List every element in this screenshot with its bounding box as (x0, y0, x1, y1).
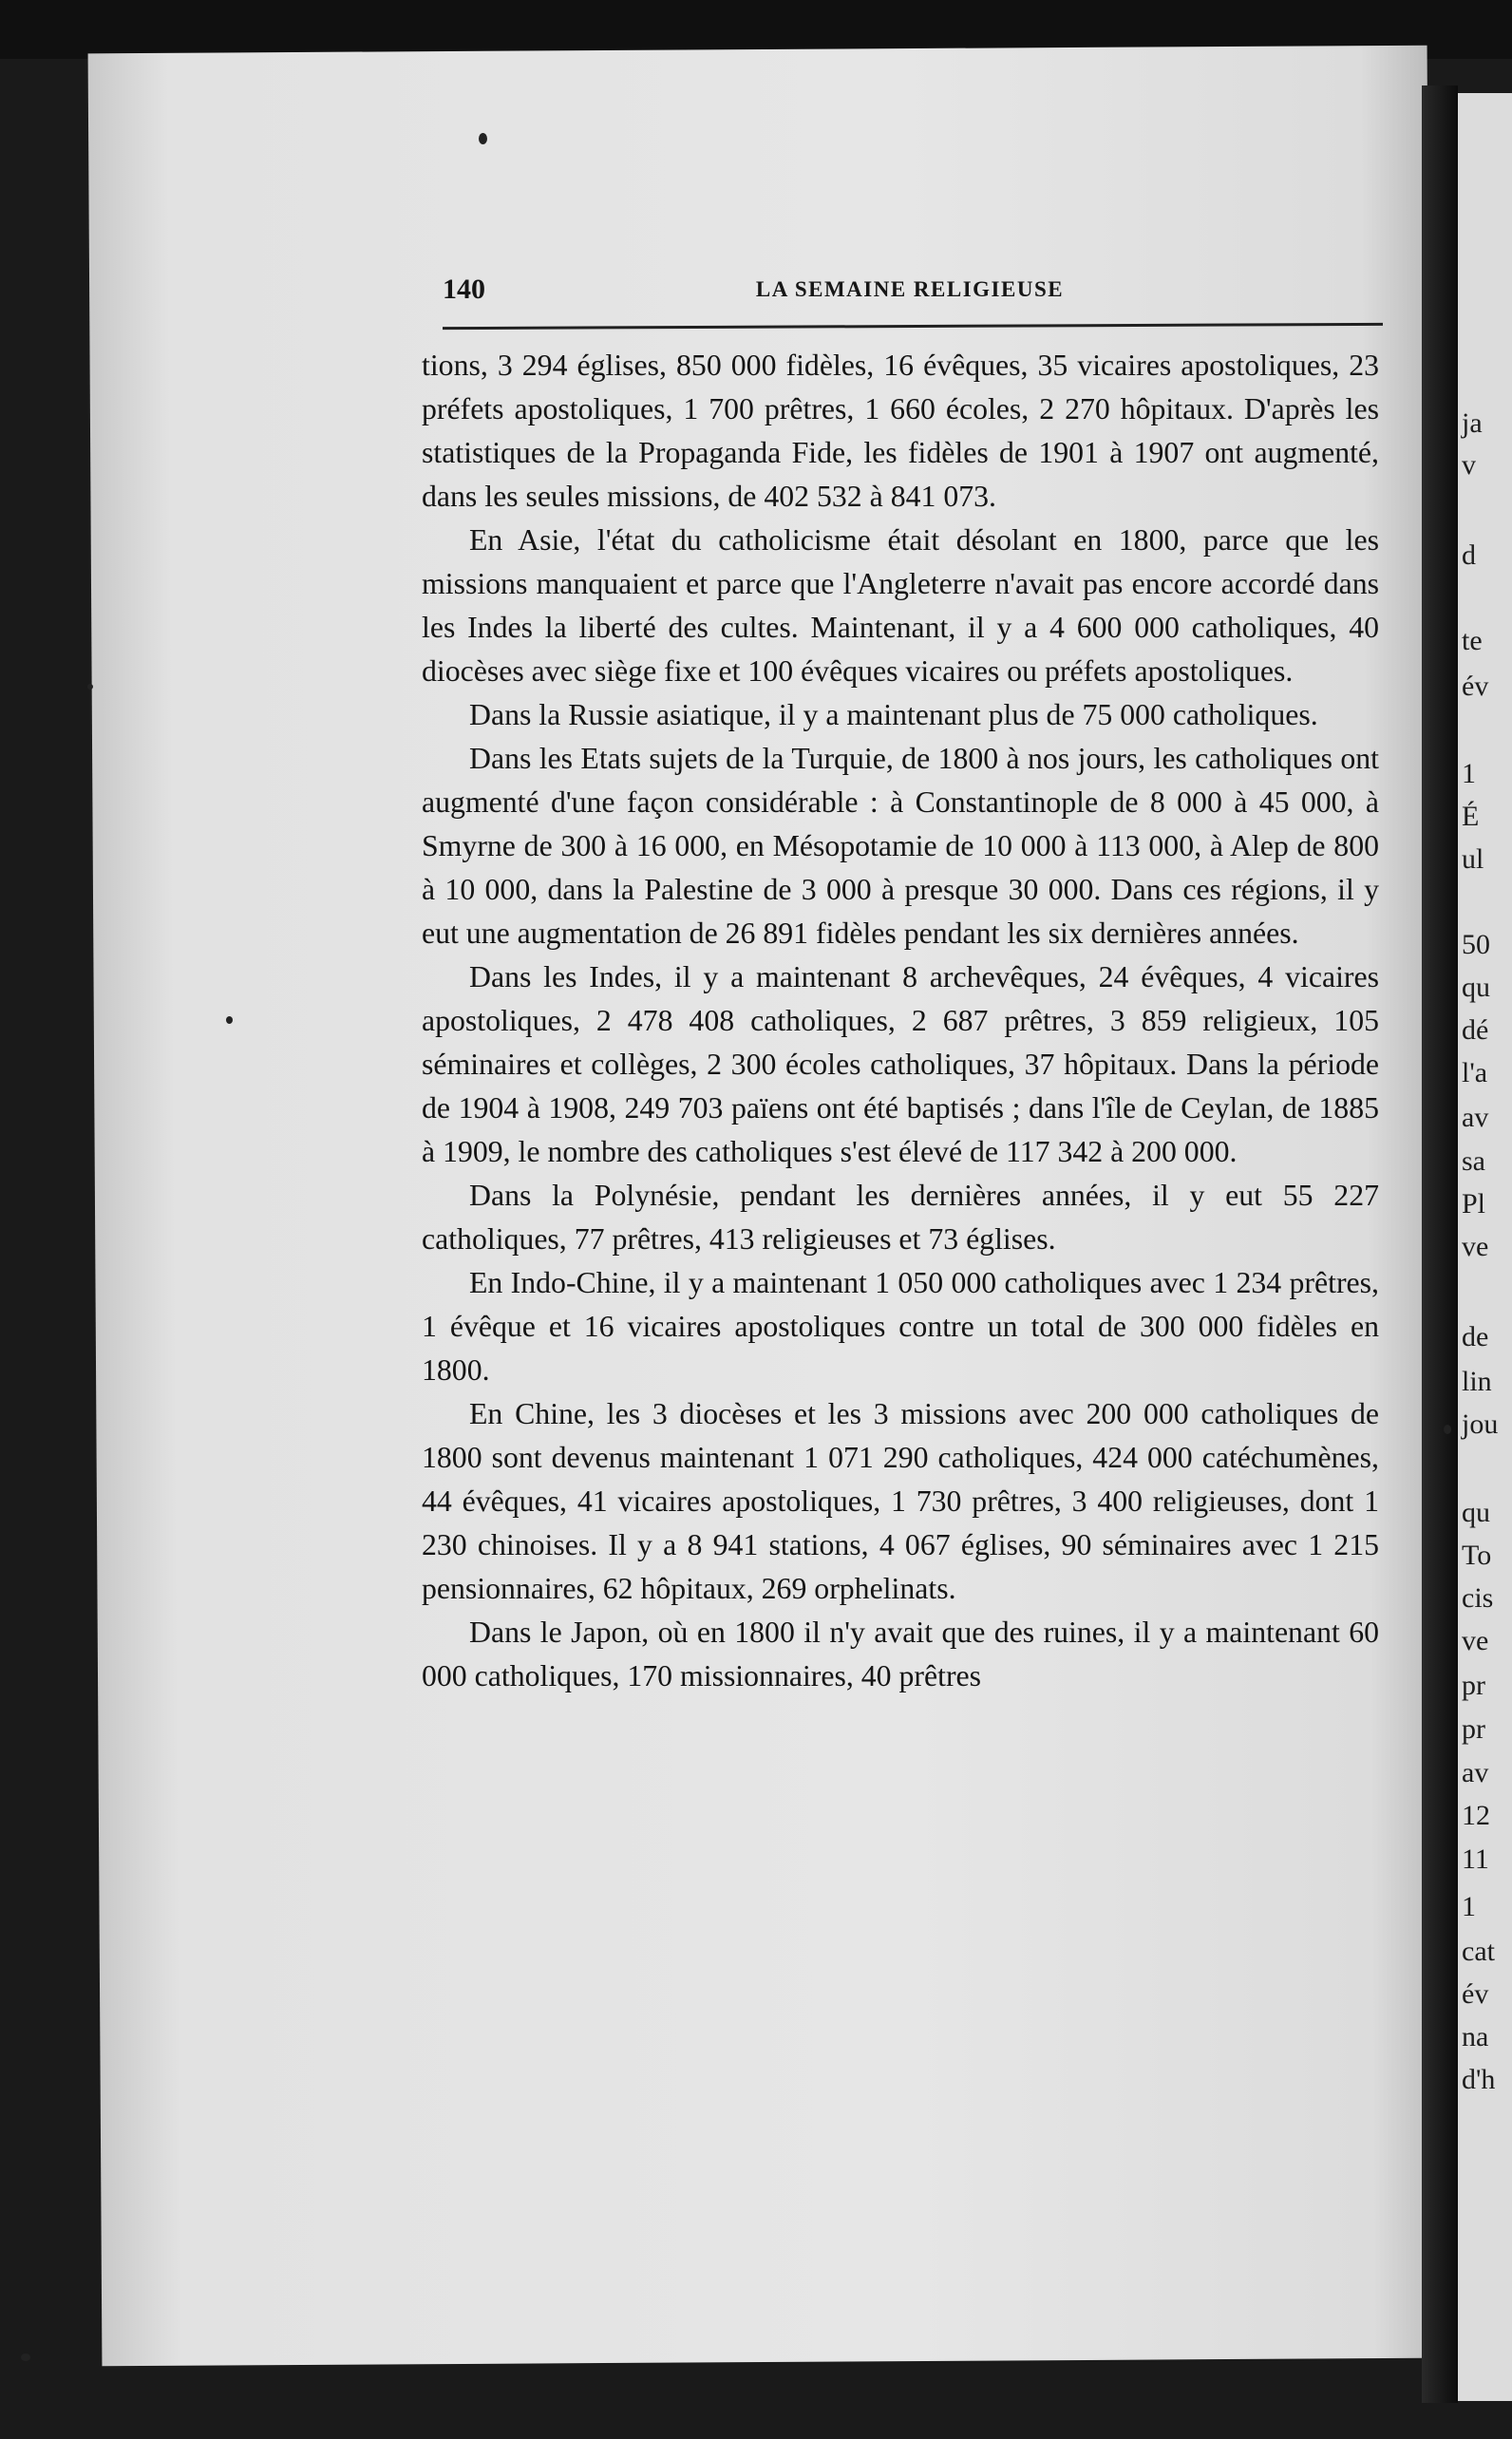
next-page-fragment: lin (1462, 1366, 1492, 1397)
next-page-fragment: dé (1462, 1014, 1489, 1046)
next-page-fragment: jou (1462, 1409, 1499, 1440)
paragraph: Dans les Indes, il y a maintenant 8 archevêques, 24 évêques, 4 vicaires apostoliques, 2 478 408 catholiques, 2 687 prêtres, 3 859 religieux, 105 séminaires et collèges, 2 300 écoles catholiques, 37 hôpitaux. Dans la période de 1904 à 1908, 249 703 païens ont été baptisés ; dans l'île de Ceylan, de 1885 à 1909, le nombre des catholiques s'est élevé de 117 342 à 200 000. (422, 960, 1379, 1168)
paragraph: En Asie, l'état du catholicisme était désolant en 1800, parce que les missions manquaient et parce que l'Angleterre n'avait pas encore accordé dans les Indes la liberté des cultes. Maintenant, il y a 4 600 000 catholiques, 40 diocèses avec siège fixe et 100 évêques vicaires ou préfets apostoliques. (422, 523, 1379, 688)
next-page-fragment: sa (1462, 1145, 1485, 1177)
next-page-edge (1458, 93, 1512, 2401)
next-page-fragment: av (1462, 1102, 1489, 1133)
next-page-fragment: l'a (1462, 1057, 1488, 1088)
next-page-fragment: év (1462, 1978, 1489, 2010)
next-page-fragment: pr (1462, 1713, 1485, 1745)
paragraph: Dans la Russie asiatique, il y a maintenant plus de 75 000 catholiques. (469, 698, 1318, 731)
next-page-fragment: qu (1462, 972, 1490, 1003)
next-page-fragment: ul (1462, 843, 1484, 875)
paragraph: Dans la Polynésie, pendant les dernières années, il y eut 55 227 catholiques, 77 prêtres, 413 religieuses et 73 églises. (422, 1179, 1379, 1256)
running-title: LA SEMAINE RELIGIEUSE (755, 277, 1065, 301)
page-number: 140 (443, 274, 485, 305)
next-page-fragment: 1 (1462, 758, 1476, 789)
body-text (422, 344, 1379, 1698)
next-page-fragment: 50 (1462, 929, 1490, 960)
next-page-fragment: v (1462, 449, 1476, 481)
paragraph: tions, 3 294 églises, 850 000 fidèles, 16 évêques, 35 vicaires apostoliques, 23 préfets apostoliques, 1 700 prêtres, 1 660 écoles, 2 270 hôpitaux. D'après les statistiques de la Propaganda Fide, les fidèles de 1901 à 1907 ont augmenté, dans les seules missions, de 402 532 à 841 073. (422, 349, 1379, 513)
next-page-fragment: év (1462, 671, 1489, 702)
paragraph: Dans les Etats sujets de la Turquie, de 1800 à nos jours, les catholiques ont augmenté d'une façon considérable : à Constantinople de 8 000 à 45 000, à Smyrne de 300 à 16 000, en Mésopotamie de 10 000 à 113 000, à Alep de 800 à 10 000, dans la Palestine de 3 000 à presque 30 000. Dans ces régions, il y eut une augmentation de 26 891 fidèles pendant les six dernières années. (422, 742, 1379, 950)
next-page-fragment: 11 (1462, 1843, 1489, 1875)
next-page-fragment: pr (1462, 1670, 1485, 1701)
paragraph: Dans le Japon, où en 1800 il n'y avait que des ruines, il y a maintenant 60 000 catholiques, 170 missionnaires, 40 prêtres (422, 1616, 1379, 1692)
next-page-fragment: cis (1462, 1582, 1494, 1614)
page-gutter (1422, 85, 1458, 2403)
page-header (443, 272, 1377, 319)
next-page-fragment: av (1462, 1757, 1489, 1788)
paragraph: En Indo-Chine, il y a maintenant 1 050 000 catholiques avec 1 234 prêtres, 1 évêque et 16 vicaires apostoliques contre un total de 300 000 fidèles en 1800. (422, 1266, 1379, 1387)
next-page-fragment: qu (1462, 1497, 1490, 1528)
next-page-fragment: cat (1462, 1936, 1495, 1967)
next-page-fragment: d (1462, 539, 1476, 571)
next-page-fragment: 12 (1462, 1800, 1490, 1831)
next-page-fragment: d'h (1462, 2064, 1496, 2095)
next-page-fragment: na (1462, 2021, 1489, 2052)
next-page-fragment: ve (1462, 1625, 1489, 1656)
next-page-fragment: ja (1462, 407, 1483, 439)
next-page-fragment: te (1462, 625, 1483, 656)
next-page-fragment: ve (1462, 1231, 1489, 1262)
paragraph: En Chine, les 3 diocèses et les 3 missions avec 200 000 catholiques de 1800 sont devenus maintenant 1 071 290 catholiques, 424 000 catéchumènes, 44 évêques, 41 vicaires apostoliques, 1 730 prêtres, 3 400 religieuses, dont 1 230 chinoises. Il y a 8 941 stations, 4 067 églises, 90 séminaires avec 1 215 pensionnaires, 62 hôpitaux, 269 orphelinats. (422, 1397, 1379, 1605)
next-page-fragment: É (1462, 801, 1480, 832)
next-page-fragment: 1 (1462, 1891, 1476, 1922)
next-page-fragment: de (1462, 1321, 1489, 1352)
next-page-fragment: Pl (1462, 1188, 1486, 1220)
next-page-fragment: To (1462, 1540, 1492, 1571)
